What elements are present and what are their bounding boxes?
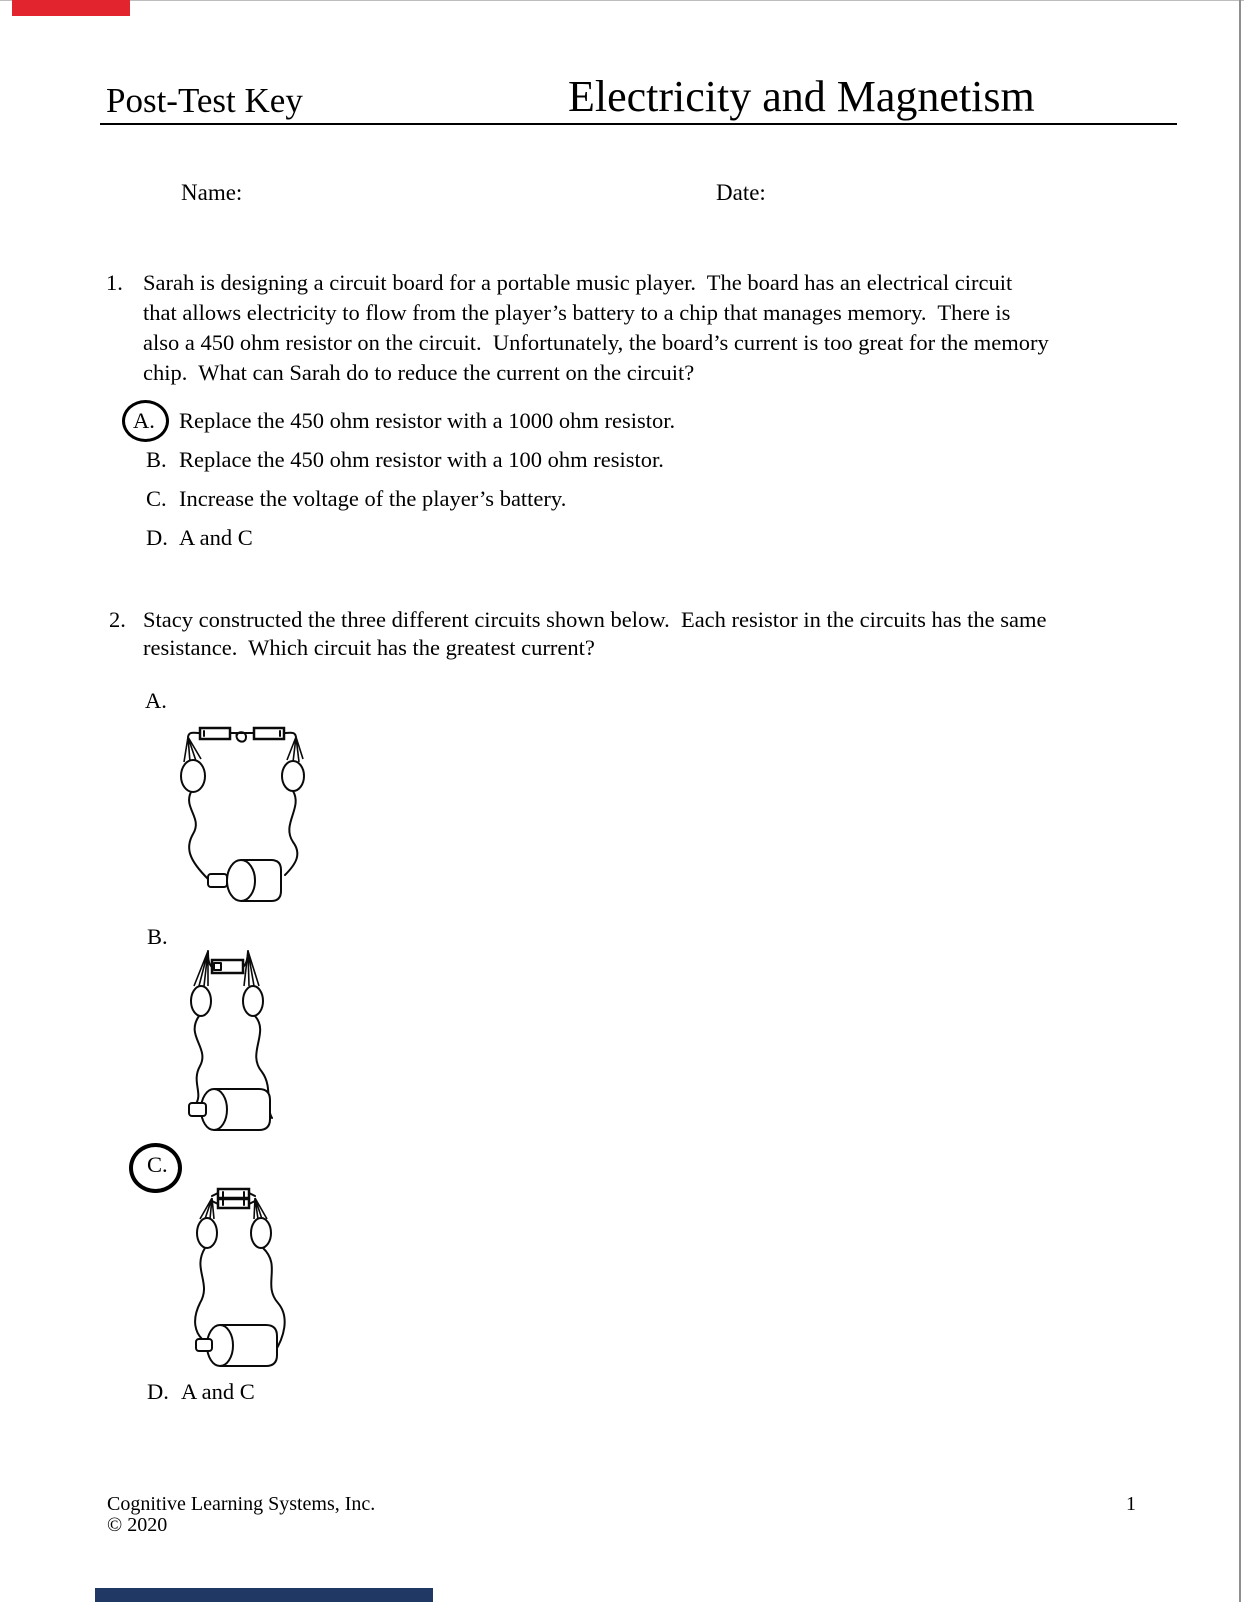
circuit-a-figure [175, 710, 307, 908]
q2-option-d-letter: D. [147, 1379, 169, 1404]
question-1-number: 1. [106, 270, 123, 295]
circuit-b-figure [180, 948, 294, 1140]
date-label: Date: [716, 180, 766, 205]
question-1-line-1: Sarah is designing a circuit board for a portable music player. The board has an electrical circuit [143, 270, 1013, 295]
q1-option-c-letter: C. [146, 486, 167, 511]
header-divider [100, 123, 1177, 125]
battery-icon [189, 1089, 270, 1130]
unit-title: Electricity and Magnetism [568, 72, 1035, 121]
question-1-line-3: also a 450 ohm resistor on the circuit. Unfortunately, the board’s current is too great for the memory [143, 330, 1049, 355]
page-top-edge-line [0, 0, 1244, 1]
parallel-resistors-icon [218, 1189, 249, 1208]
resistor-icon [212, 960, 243, 973]
q2-option-a-letter: A. [145, 688, 167, 713]
question-2-line-1: Stacy constructed the three different circuits shown below. Each resistor in the circuits has the same [143, 607, 1047, 632]
doc-type-title: Post-Test Key [106, 81, 303, 120]
q1-option-b-letter: B. [146, 447, 167, 472]
battery-icon [208, 860, 281, 901]
q1-option-c-text: Increase the voltage of the player’s battery. [179, 486, 567, 511]
battery-icon [196, 1325, 277, 1366]
navy-bar-artifact [95, 1588, 433, 1602]
page-right-edge-line [1239, 0, 1241, 1602]
question-1-line-2: that allows electricity to flow from the player’s battery to a chip that manages memory. There is [143, 300, 1011, 325]
name-label: Name: [181, 180, 243, 205]
question-1-line-4: chip. What can Sarah do to reduce the current on the circuit? [143, 360, 695, 385]
q1-option-a-letter: A. [133, 408, 155, 433]
q2-option-d-text: A and C [181, 1379, 255, 1404]
q1-option-d-letter: D. [146, 525, 168, 550]
circuit-c-figure [190, 1183, 302, 1377]
footer-copyright: © 2020 [107, 1514, 168, 1536]
resistor-icon [200, 728, 284, 742]
q1-option-a-text: Replace the 450 ohm resistor with a 1000 ohm resistor. [179, 408, 676, 433]
question-2-number: 2. [109, 607, 126, 632]
q1-option-d-text: A and C [179, 525, 253, 550]
footer-company: Cognitive Learning Systems, Inc. [107, 1493, 376, 1515]
red-bar-artifact [12, 0, 130, 16]
question-2-line-2: resistance. Which circuit has the greatest current? [143, 635, 595, 660]
page-number: 1 [1126, 1493, 1136, 1515]
q1-option-b-text: Replace the 450 ohm resistor with a 100 ohm resistor. [179, 447, 664, 472]
q2-option-c-letter: C. [147, 1152, 168, 1177]
q2-option-b-letter: B. [147, 924, 168, 949]
